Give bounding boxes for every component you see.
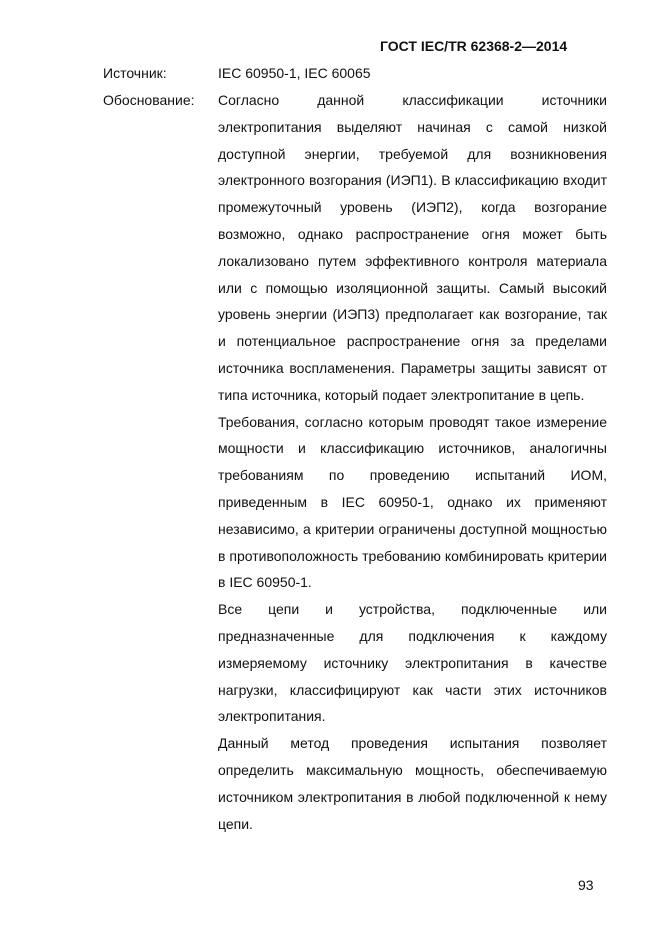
rationale-paragraph: Все цепи и устройства, подключенные или предназначенные для подключения к каждому измеряемому источнику электропитания в качестве нагрузки, классифицируют как части этих источников электропитания. [218,601,607,725]
rationale-paragraph: Требования, согласно которым проводят такое измерение мощности и классификацию источников, аналогичны требованиям по проведению испытаний ИОМ, приведенным в IEC 60950-1, однако их применяют независимо, а критерии ограничены доступной мощностью в противоположность требованию комбинировать критерии в IEC 60950-1. [218,413,607,591]
document-header: ГОСТ IEC/TR 62368-2—2014 [380,38,568,54]
source-label: Источник: [103,65,167,81]
page-number: 93 [578,877,594,893]
rationale-label: Обоснование: [103,92,195,108]
rationale-body [218,87,607,837]
source-value: IEC 60950-1, IEC 60065 [218,65,371,81]
rationale-paragraph: Данный метод проведения испытания позволяет определить максимальную мощность, обеспечиваемую источником электропитания в любой подключенной к нему цепи. [218,735,607,832]
rationale-paragraph: Согласно данной классификации источники электропитания выделяют начиная с самой низкой доступной энергии, требуемой для возникновения электронного возгорания (ИЭП1). В классификацию входит промежуточный уровень (ИЭП2), когда возгорание возможно, однако распространение огня может быть локализовано путем эффективного контроля материала или с помощью изоляционной защиты. Самый высокий уровень энергии (ИЭП3) предполагает как возгорание, так и потенциальное распространение огня за пределами источника воспламенения. Параметры защиты зависят от типа источника, который подает электропитание в цепь. [218,92,607,403]
